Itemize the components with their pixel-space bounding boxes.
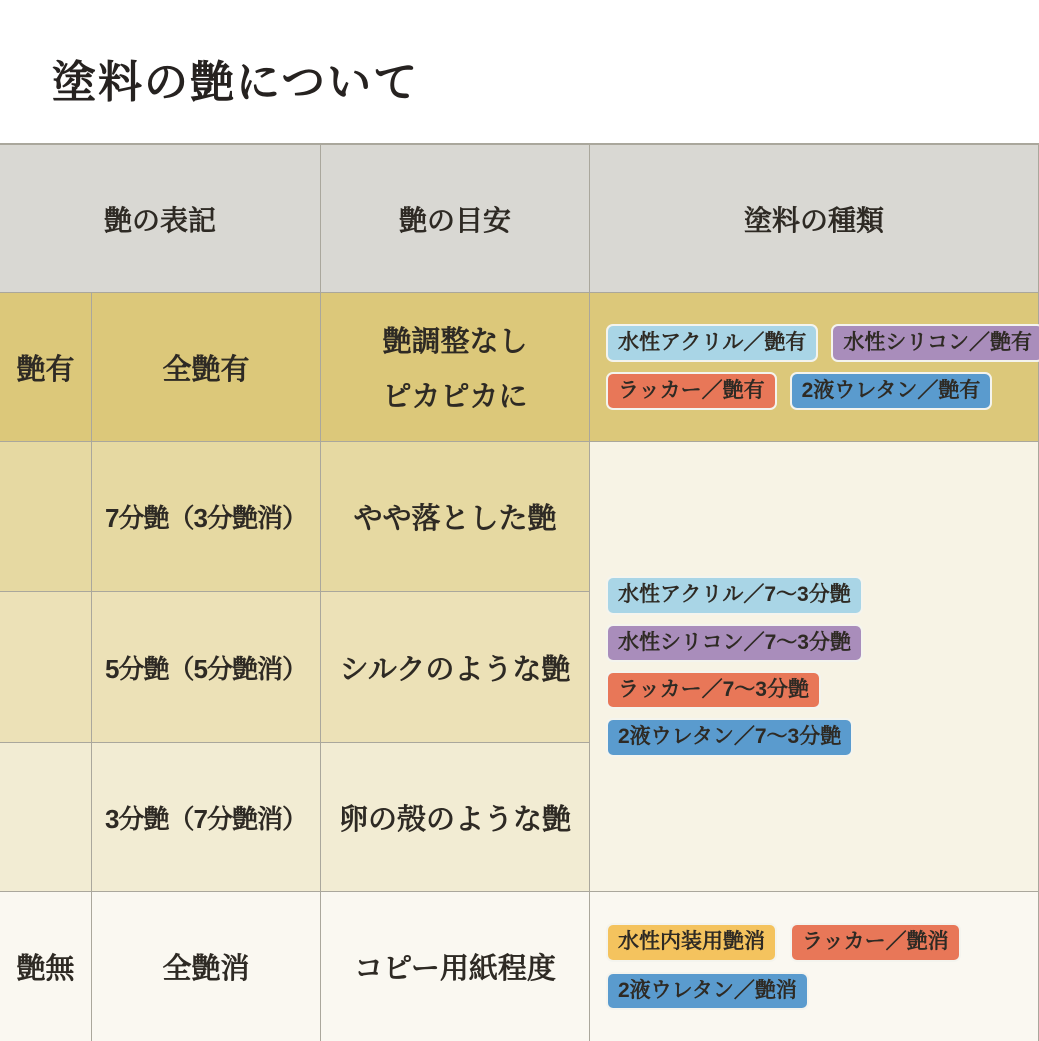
- guide-line: ピカピカに: [382, 381, 528, 413]
- paint-tag: 2液ウレタン／艶消: [606, 972, 809, 1010]
- cell-guide-matte: コピー用紙程度: [321, 892, 590, 1041]
- header-cell-guide: 艶の目安: [321, 145, 590, 293]
- tag-line: [606, 923, 961, 961]
- header-cell-notation: 艶の表記: [0, 145, 321, 293]
- cell-notation-gloss5: 5分艶（5分艶消）: [92, 592, 321, 743]
- paint-tag: 2液ウレタン／7〜3分艶: [606, 718, 853, 756]
- paint-tag: ラッカー／7〜3分艶: [606, 671, 821, 709]
- cell-guide-gloss5: シルクのような艶: [321, 592, 590, 743]
- header-cell-paint-types: 塗料の種類: [590, 145, 1039, 293]
- cell-notation-matte: 全艶消: [92, 892, 321, 1041]
- cell-category-glossy: 艶有: [0, 293, 92, 442]
- paint-tag: 水性アクリル／7〜3分艶: [606, 576, 863, 614]
- cell-paints-glossy: [590, 293, 1039, 442]
- paint-tag: 水性内装用艶消: [606, 923, 777, 961]
- cell-category-gloss3: [0, 743, 92, 892]
- gloss-table: [0, 143, 1039, 1039]
- guide-text-glossy: [382, 319, 527, 415]
- paint-tag: ラッカー／艶消: [790, 923, 961, 961]
- tag-line: [606, 324, 1039, 362]
- tag-line: [606, 972, 809, 1010]
- cell-guide-gloss3: 卵の殻のような艶: [321, 743, 590, 892]
- cell-guide-gloss7: やや落とした艶: [321, 442, 590, 592]
- cell-category-gloss7: [0, 442, 92, 592]
- cell-notation-glossy: 全艶有: [92, 293, 321, 442]
- cell-category-gloss5: [0, 592, 92, 743]
- guide-line: 艶調整なし: [382, 326, 528, 358]
- cell-notation-gloss3: 3分艶（7分艶消）: [92, 743, 321, 892]
- paint-tag: ラッカー／艶有: [606, 372, 777, 410]
- paint-tag: 水性シリコン／7〜3分艶: [606, 624, 863, 662]
- paint-tag: 2液ウレタン／艶有: [790, 372, 993, 410]
- paint-tag: 水性シリコン／艶有: [831, 324, 1039, 362]
- cell-category-matte: 艶無: [0, 892, 92, 1041]
- cell-paints-midgloss: [590, 442, 1039, 892]
- page-title: 塗料の艶について: [52, 58, 420, 107]
- cell-notation-gloss7: 7分艶（3分艶消）: [92, 442, 321, 592]
- paint-tag: 水性アクリル／艶有: [606, 324, 818, 362]
- cell-paints-matte: [590, 892, 1039, 1041]
- cell-guide-glossy: [321, 293, 590, 442]
- tag-line: [606, 372, 992, 410]
